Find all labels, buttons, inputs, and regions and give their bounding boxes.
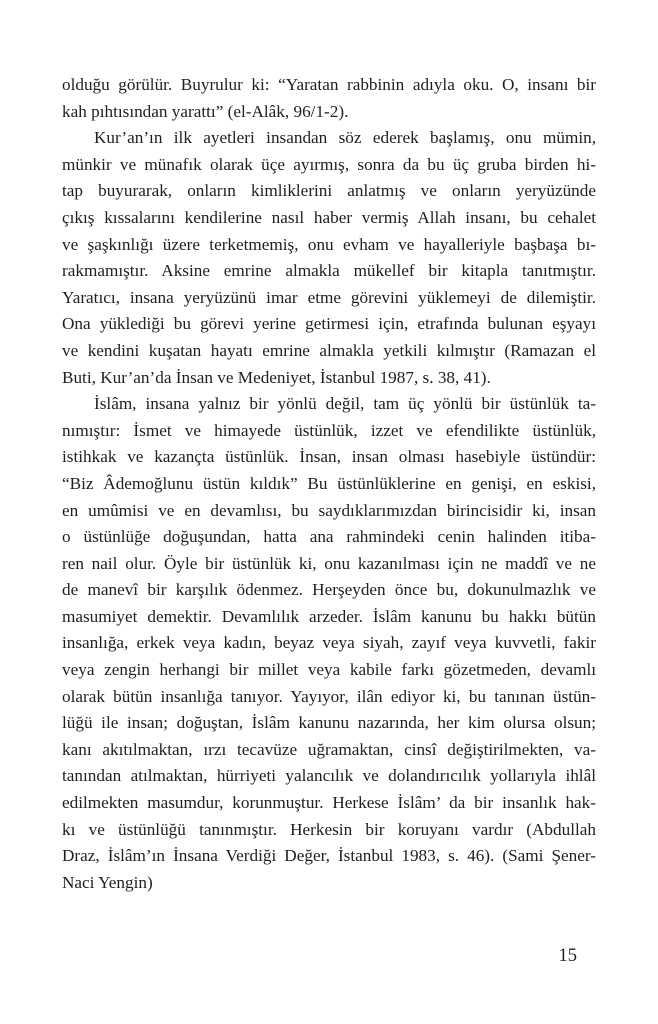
body-text-block [62,72,596,896]
text-line: lüğü ile insan; doğuştan, İslâm kanunu nazarında, her kim olursa olsun; [62,713,596,733]
text-line: Draz, İslâm’ın İnsana Verdiği Değer, İstanbul 1983, s. 46). (Sami Şener- [62,846,596,866]
text-line: ren nail olur. Öyle bir üstünlük ki, onu kazanılması için ne maddî ve ne [62,553,596,573]
text-line: Buti, Kur’an’da İnsan ve Medeniyet, İstanbul 1987, s. 38, 41). [62,367,491,387]
text-line: münkir ve münafık olarak üçe ayırmış, sonra da bu üç gruba birden hi- [62,154,596,174]
text-line: nımıştır: İsmet ve himayede üstünlük, izzet ve efendilikte üstünlük, [62,420,596,440]
text-line: tanından atılmaktan, hürriyeti yalancılık ve dolandırıcılık yollarıyla ihlâl [62,766,596,786]
text-line: çıkış kıssalarını kendilerine nasıl haber vermiş Allah insanı, bu cehalet [62,207,596,227]
text-line: kah pıhtısından yarattı” (el-Alâk, 96/1-2). [62,101,349,121]
text-line: kı ve üstünlüğü tanınmıştır. Herkesin bir koruyanı vardır (Abdullah [62,819,596,839]
text-line: o üstünlüğe doğuşundan, hatta ana rahmindeki cenin halinden itiba- [62,527,596,547]
text-line: istihkak ve kazançta üstünlük. İnsan, insan olması hasebiyle üstündür: [62,447,596,467]
text-line: tap buyurarak, onların kimliklerini anlatmış ve onların yeryüzünde [62,181,596,201]
text-line: ve şaşkınlığı üzere terketmemiş, onu evham ve hayalleriyle başbaşa bı- [62,234,596,254]
text-line: ve kendini kuşatan hayatı emrine almakla yetkili kılmıştır (Ramazan el [62,340,596,360]
paragraph [62,125,596,391]
paragraph [62,391,596,896]
text-line: en umûmisi ve en devamlısı, bu saydıklarımızdan birincisidir ki, insan [62,500,596,520]
text-line: insanlığa, erkek veya kadın, beyaz veya siyah, zayıf veya kuvvetli, fakir [62,633,596,653]
text-line: veya zengin herhangi bir millet veya kabile farkı gözetmeden, devamlı [62,660,596,680]
page-number: 15 [558,946,577,966]
text-line: Yaratıcı, insana yeryüzünü imar etme görevini yüklemeyi de dilemiştir. [62,287,596,307]
text-line: masumiyet demektir. Devamlılık arzeder. İslâm kanunu bu hakkı bütün [62,606,596,626]
text-line: olduğu görülür. Buyrulur ki: “Yaratan rabbinin adıyla oku. O, insanı bir [62,75,596,94]
text-line: “Biz Âdemoğlunu üstün kıldık” Bu üstünlüklerine en genişi, en eskisi, [62,473,596,493]
paragraph [62,72,596,125]
text-line: olarak bütün insanlığa tanıyor. Yayıyor, ilân ediyor ki, bu tanınan üstün- [62,686,596,706]
text-line: kanı akıtılmaktan, ırzı tecavüze uğramaktan, cinsî değiştirilmekten, va- [62,739,596,759]
text-line: rakmamıştır. Aksine emrine almakla mükellef bir kitapla tanıtmıştır. [62,261,596,281]
text-line: edilmekten masumdur, korunmuştur. Herkese İslâm’ da bir insanlık hak- [62,793,596,813]
text-line: de manevî bir karşılık ödenmez. Herşeyden önce bu, dokunulmazlık ve [62,580,596,600]
text-line: İslâm, insana yalnız bir yönlü değil, tam üç yönlü bir üstünlük ta- [94,394,596,414]
text-line: Kur’an’ın ilk ayetleri insandan söz ederek başlamış, onu mümin, [94,128,596,148]
text-line: Naci Yengin) [62,872,153,892]
text-line: Ona yüklediği bu görevi yerine getirmesi için, etrafında bulunan eşyayı [62,314,596,334]
